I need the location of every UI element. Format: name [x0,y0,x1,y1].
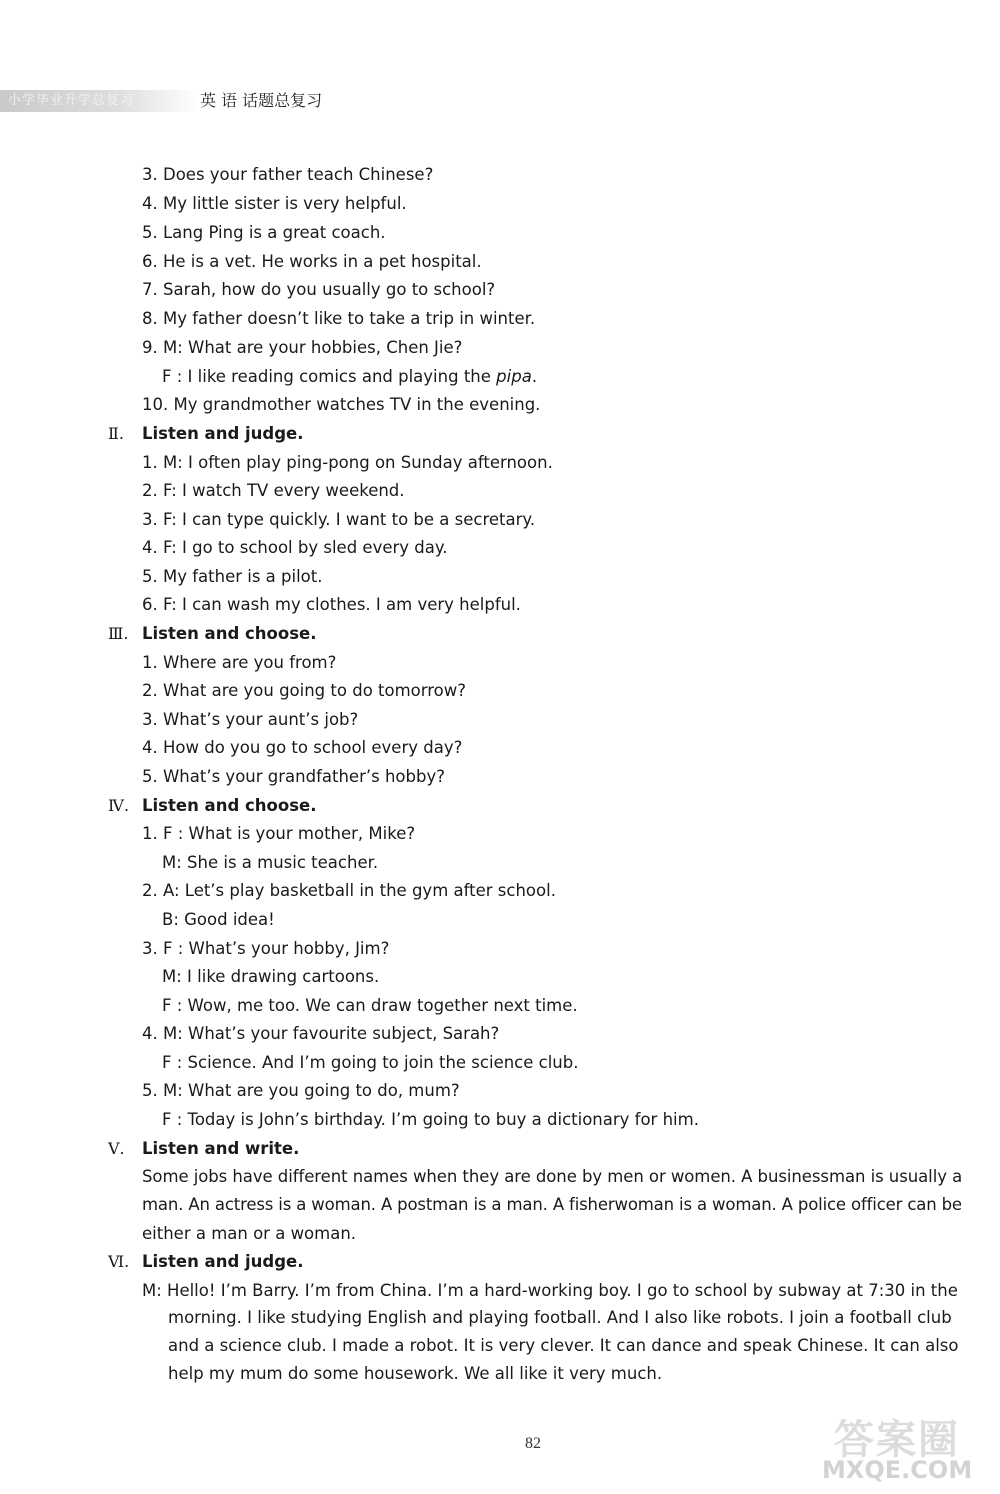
section-numeral: Ⅳ. [108,796,130,815]
section-heading: Listen and choose. [142,796,317,815]
list-item: 6. F: I can wash my clothes. I am very helpful. [142,595,521,614]
list-item: 1. M: I often play ping-pong on Sunday afternoon. [142,453,553,472]
watermark-logo [822,1408,994,1488]
list-item: 4. My little sister is very helpful. [142,194,407,213]
list-item: 8. My father doesn’t like to take a trip in winter. [142,309,536,328]
list-item: 6. He is a vet. He works in a pet hospital. [142,252,482,271]
period: . [531,367,538,386]
section-numeral: Ⅱ. [108,424,124,443]
list-item: F : Science. And I’m going to join the science club. [162,1053,579,1072]
list-item: 3. What’s your aunt’s job? [142,710,359,729]
list-item: B: Good idea! [162,910,275,929]
list-item: M: I like drawing cartoons. [162,967,380,986]
section-heading: Listen and judge. [142,424,304,443]
list-item: 2. What are you going to do tomorrow? [142,681,467,700]
list-item: 10. My grandmother watches TV in the evening. [142,395,541,414]
section-numeral: Ⅴ. [108,1139,125,1158]
watermark-bottom: MXQE.COM [822,1456,973,1484]
dialogue-text: F : I like reading comics and playing the [162,367,497,386]
section-heading: Listen and choose. [142,624,317,643]
list-item: 3. F: I can type quickly. I want to be a secretary. [142,510,536,529]
watermark-top: 答案圈 [834,1417,960,1463]
list-item: 7. Sarah, how do you usually go to school? [142,280,496,299]
list-item: 2. A: Let’s play basketball in the gym after school. [142,881,556,900]
paragraph-line: morning. I like studying English and playing football. And I also like robots. I join a football club [168,1308,952,1327]
section-numeral: Ⅵ. [108,1252,130,1271]
list-item [162,367,537,387]
subject-title: 英 语 话题总复习 [200,91,323,110]
paragraph-line: either a man or a woman. [142,1224,357,1243]
italic-word: pipa [496,367,532,386]
list-item: 1. F : What is your mother, Mike? [142,824,416,843]
list-item: 3. F : What’s your hobby, Jim? [142,939,390,958]
paragraph-line: help my mum do some housework. We all like it very much. [168,1364,663,1383]
section-heading: Listen and write. [142,1139,300,1158]
running-header [0,84,420,118]
page-number: 82 [525,1435,541,1452]
series-title-band: 小学毕业升学总复习 [0,90,198,112]
list-item: 9. M: What are your hobbies, Chen Jie? [142,338,463,357]
list-item: 5. What’s your grandfather’s hobby? [142,767,445,786]
paragraph-line: and a science club. I made a robot. It is very clever. It can dance and speak Chinese. It can also [168,1336,959,1355]
list-item: 4. M: What’s your favourite subject, Sarah? [142,1024,500,1043]
list-item: 5. M: What are you going to do, mum? [142,1081,460,1100]
list-item: M: She is a music teacher. [162,853,379,872]
section-heading: Listen and judge. [142,1252,304,1271]
list-item: 1. Where are you from? [142,653,337,672]
list-item: F : Today is John’s birthday. I’m going to buy a dictionary for him. [162,1110,699,1129]
paragraph-line: Some jobs have different names when they are done by men or women. A businessman is usually a [142,1167,963,1186]
list-item: 5. My father is a pilot. [142,567,323,586]
list-item: 3. Does your father teach Chinese? [142,165,434,184]
list-item: 2. F: I watch TV every weekend. [142,481,405,500]
list-item: 5. Lang Ping is a great coach. [142,223,386,242]
paragraph-line: man. An actress is a woman. A postman is a man. A fisherwoman is a woman. A police officer can be [142,1195,962,1214]
list-item: 4. F: I go to school by sled every day. [142,538,448,557]
list-item: 4. How do you go to school every day? [142,738,463,757]
list-item: F : Wow, me too. We can draw together next time. [162,996,578,1015]
section-numeral: Ⅲ. [108,624,129,643]
paragraph-line: M: Hello! I’m Barry. I’m from China. I’m a hard-working boy. I go to school by subway at 7:30 in the [142,1281,958,1300]
